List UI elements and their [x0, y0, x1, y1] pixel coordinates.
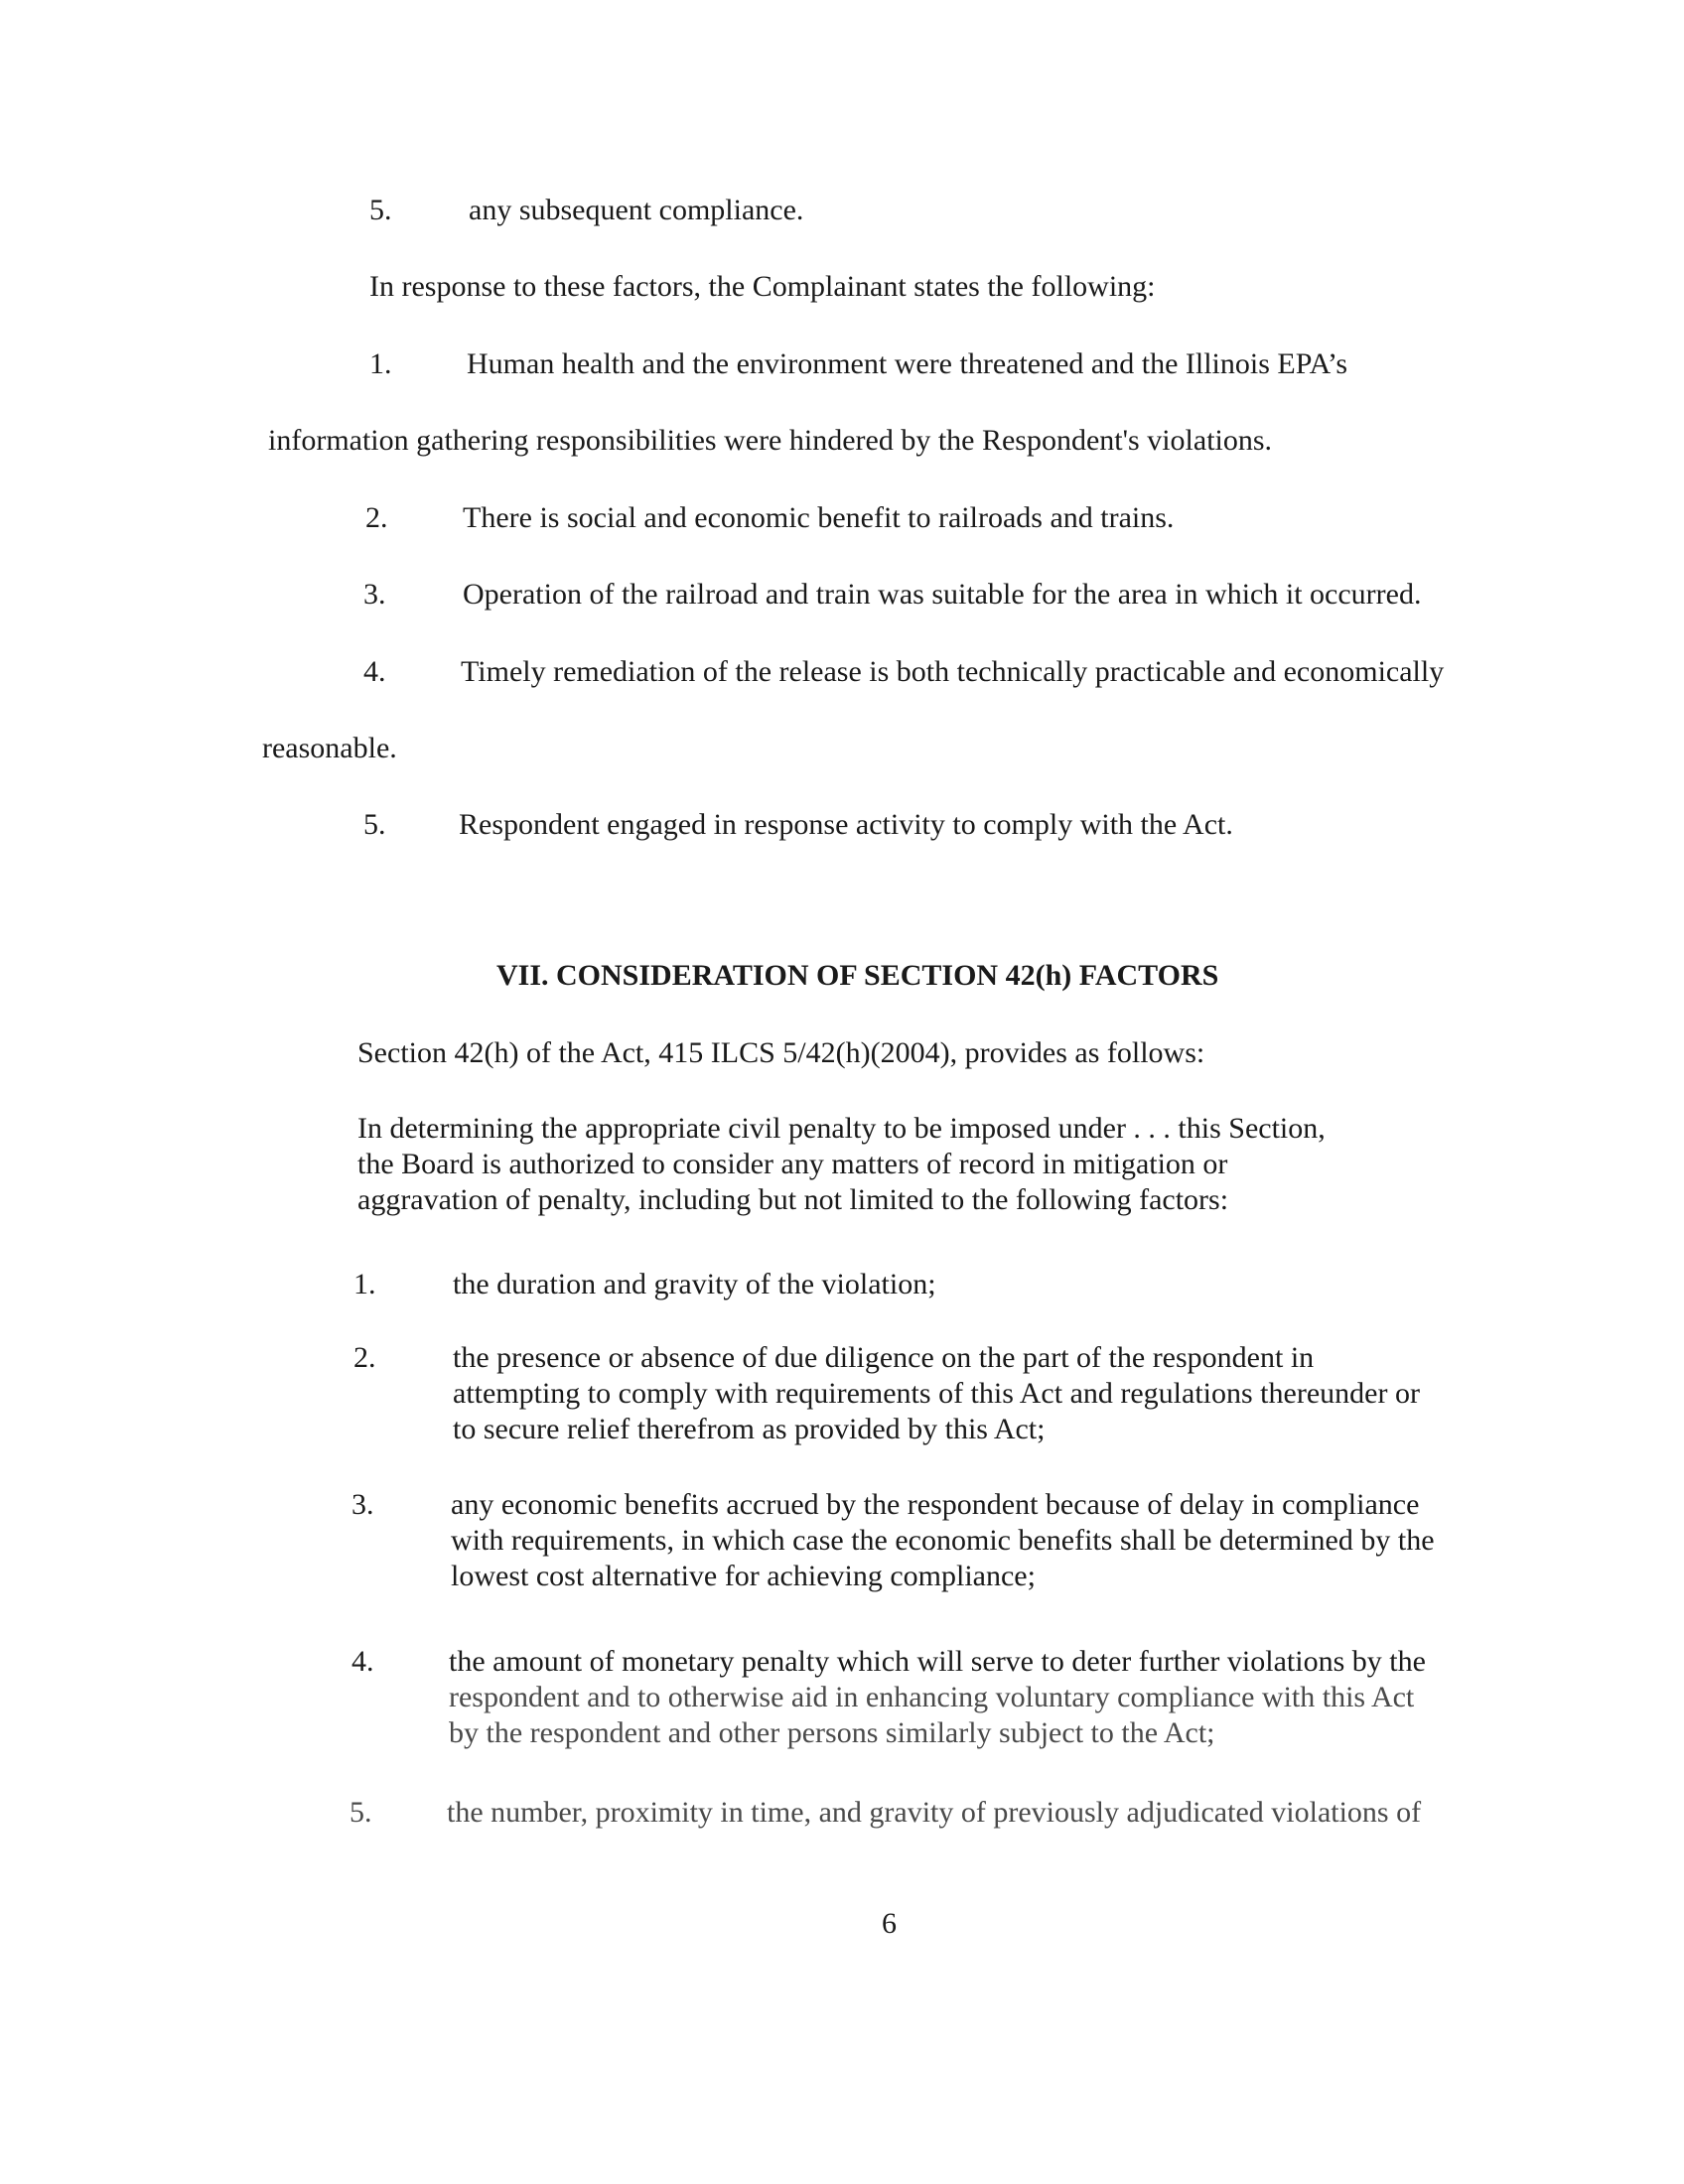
factor-line: the amount of monetary penalty which will serve to deter further violations by the — [449, 1645, 1426, 1678]
factor-number: 2. — [353, 1341, 376, 1374]
factor-line: any economic benefits accrued by the respondent because of delay in compliance — [451, 1488, 1420, 1521]
list-number: 3. — [363, 578, 386, 611]
list-item-text: any subsequent compliance. — [469, 194, 804, 226]
factor-line: the number, proximity in time, and gravity of previously adjudicated violations of — [447, 1796, 1422, 1829]
list-item-text: Human health and the environment were threatened and the Illinois EPA’s — [467, 347, 1347, 380]
factor-line: by the respondent and other persons similarly subject to the Act; — [449, 1716, 1215, 1749]
factor-number: 3. — [351, 1488, 374, 1521]
factor-number: 5. — [350, 1796, 372, 1829]
quote-line: the Board is authorized to consider any matters of record in mitigation or — [357, 1148, 1228, 1180]
page-number: 6 — [882, 1907, 897, 1940]
factor-text — [449, 1644, 1426, 1751]
list-item-text: information gathering responsibilities were hindered by the Respondent's violations. — [268, 424, 1273, 457]
list-item-text: Timely remediation of the release is both technically practicable and economically — [461, 655, 1445, 688]
list-item-text: Respondent engaged in response activity to comply with the Act. — [459, 808, 1233, 841]
factor-line: respondent and to otherwise aid in enhancing voluntary compliance with this Act — [449, 1681, 1415, 1713]
factor-text — [451, 1487, 1435, 1594]
factor-line: with requirements, in which case the economic benefits shall be determined by the — [451, 1524, 1435, 1557]
section-heading: VII. CONSIDERATION OF SECTION 42(h) FACTORS — [496, 959, 1219, 992]
factor-line: the presence or absence of due diligence on the part of the respondent in — [453, 1341, 1315, 1374]
list-number: 2. — [365, 501, 388, 534]
factor-number: 4. — [351, 1645, 374, 1678]
list-item-text: There is social and economic benefit to railroads and trains. — [463, 501, 1175, 534]
factor-line: the duration and gravity of the violation; — [453, 1268, 936, 1300]
factor-text — [453, 1267, 936, 1302]
list-item-text: reasonable. — [262, 732, 397, 764]
factor-line: lowest cost alternative for achieving compliance; — [451, 1560, 1036, 1592]
list-number: 5. — [369, 194, 392, 226]
factor-text — [453, 1340, 1420, 1447]
list-item-text: Operation of the railroad and train was suitable for the area in which it occurred. — [463, 578, 1422, 611]
response-intro: In response to these factors, the Complainant states the following: — [369, 270, 1156, 303]
factor-number: 1. — [353, 1268, 376, 1300]
quoted-statute — [357, 1111, 1326, 1218]
factor-line: to secure relief therefrom as provided by this Act; — [453, 1413, 1046, 1445]
section-intro: Section 42(h) of the Act, 415 ILCS 5/42(h)(2004), provides as follows: — [357, 1036, 1205, 1069]
list-number: 4. — [363, 655, 386, 688]
list-number: 5. — [363, 808, 386, 841]
factor-text — [447, 1795, 1421, 1831]
quote-line: aggravation of penalty, including but not limited to the following factors: — [357, 1183, 1229, 1216]
factor-line: attempting to comply with requirements of this Act and regulations thereunder or — [453, 1377, 1420, 1410]
quote-line: In determining the appropriate civil penalty to be imposed under . . . this Section, — [357, 1112, 1326, 1145]
list-number: 1. — [369, 347, 392, 380]
